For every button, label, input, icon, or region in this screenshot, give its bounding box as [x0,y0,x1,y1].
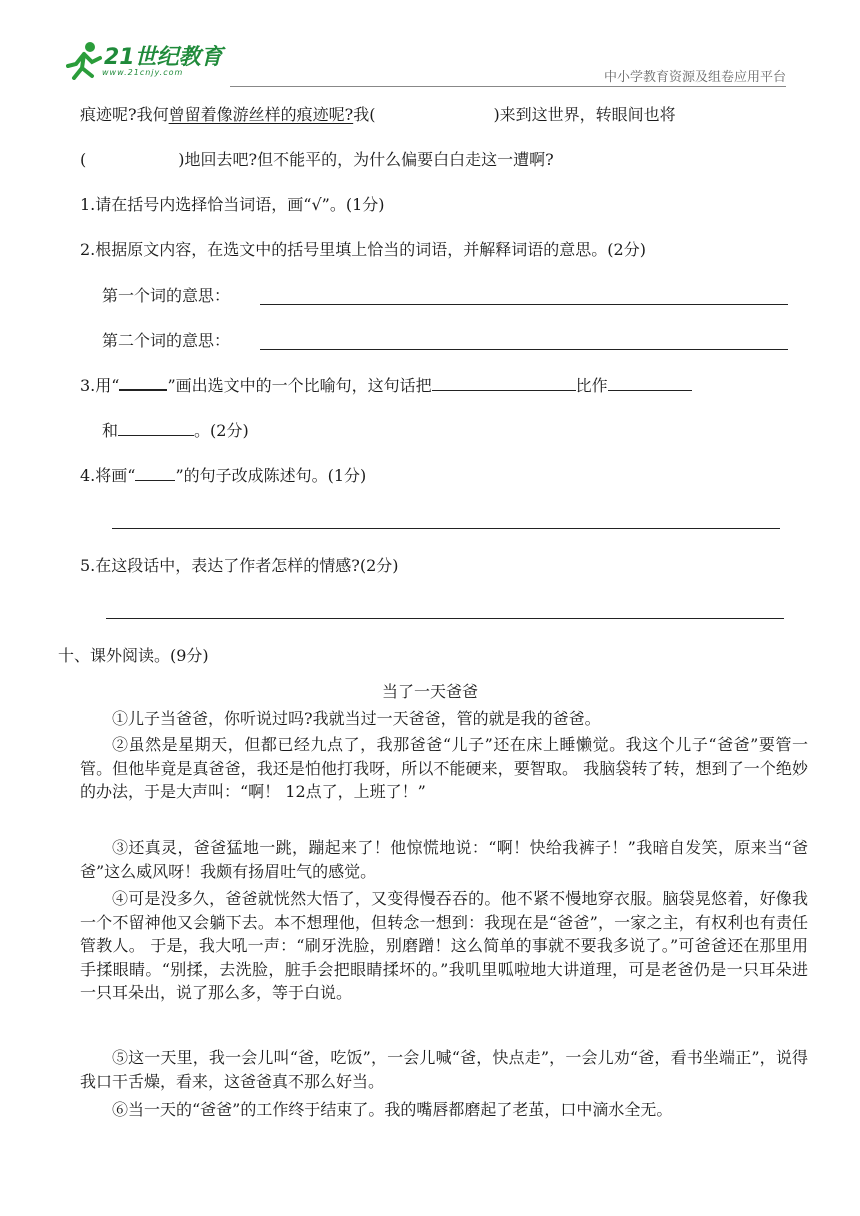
section-heading: 十、课外阅读。(9分) [58,646,209,665]
answer-line[interactable] [260,304,788,305]
question-text: 3.用“ [80,376,120,395]
article-paragraph-6: ⑥当一天的“爸爸”的工作终于结束了。我的嘴唇都磨起了老茧，口中滴水全无。 [112,1100,673,1119]
question-text: 比作 [575,376,608,395]
site-logo [64,40,224,84]
question-2-prompt-b: 第二个词的意思： [102,331,231,350]
passage-text: )地回去吧?但不能平的，为什么偏要白白走这一遭啊? [178,150,554,169]
passage-text: 我( [353,105,376,124]
article-title: 当了一天爸爸 [381,682,478,701]
answer-line[interactable] [106,618,784,619]
question-2-prompt-a: 第一个词的意思： [102,286,231,305]
answer-blank[interactable] [118,420,194,436]
runner-icon [64,40,104,80]
question-4 [80,465,366,487]
question-5: 5.在这段话中，表达了作者怎样的情感?(2分) [80,556,399,575]
question-text: 。(2分) [194,421,249,440]
article-paragraph-5: ⑤这一天里，我一会儿叫“爸，吃饭”，一会儿喊“爸，快点走”，一会儿劝“爸，看书坐端正”，说得我口干舌燥，看来，这爸爸真不那么好当。 [80,1048,808,1091]
passage-line-1 [80,104,676,126]
underlined-sentence: 曾留着像游丝样的痕迹呢? [168,105,354,124]
article-paragraph-3: ③还真灵，爸爸猛地一跳，蹦起来了！他惊慌地说：“啊！快给我裤子！”我暗自发笑，原来当“爸爸”这么威风呀！我颇有扬眉吐气的感觉。 [80,838,808,881]
logo-text: 21世纪教育 [104,45,223,70]
article-paragraph-1: ①儿子当爸爸，你听说过吗?我就当过一天爸爸，管的就是我的爸爸。 [112,709,601,728]
question-2: 2.根据原文内容，在选文中的括号里填上恰当的词语，并解释词语的意思。(2分) [80,240,646,259]
article-paragraph-2: ②虽然是星期天，但都已经九点了，我那爸爸“儿子”还在床上睡懒觉。我这个儿子“爸爸”要管一管。但他毕竟是真爸爸，我还是怕他打我呀，所以不能硬来，要智取。 我脑袋转了转，想到了一个绝妙的办法，于是大声叫：“啊！ 12点了，上班了！” [80,735,808,801]
question-3 [80,375,692,397]
answer-blank[interactable] [608,375,692,391]
passage-text: ( [80,150,87,169]
answer-blank[interactable] [432,375,576,391]
question-text: 和 [102,421,119,440]
logo-url: www.21cnjy.com [102,68,184,77]
passage-text: )来到这世界，转眼间也将 [493,105,676,124]
answer-line[interactable] [260,349,788,350]
article-paragraph-4: ④可是没多久，爸爸就恍然大悟了，又变得慢吞吞的。他不紧不慢地穿衣服。脑袋晃悠着，好像我一个不留神他又会躺下去。本不想理他，但转念一想到：我现在是“爸爸”，一家之主，有权利也有责任管教人。 于是，我大吼一声：“刷牙洗脸，别磨蹭！这么简单的事就不要我多说了。”可爸爸还在那里用手揉眼睛。“别揉，去洗脸，脏手会把眼睛揉坏的。”我叽里呱啦地大讲道理，可是老爸仍是一只耳朵进一只耳朵出，说了那么多，等于白说。 [80,889,808,1002]
underline-sample [135,465,175,481]
underline-sample [119,375,167,391]
header-divider [230,86,786,87]
answer-line[interactable] [112,528,780,529]
question-text: ”画出选文中的一个比喻句，这句话把 [167,376,432,395]
question-text: ”的句子改成陈述句。(1分) [175,466,367,485]
question-text: 4.将画“ [80,466,136,485]
passage-line-2 [80,149,554,171]
question-1: 1.请在括号内选择恰当词语，画“√”。(1分) [80,195,385,214]
question-3-cont [102,420,249,442]
passage-text: 痕迹呢?我何 [80,105,169,124]
platform-label: 中小学教育资源及组卷应用平台 [603,70,786,85]
